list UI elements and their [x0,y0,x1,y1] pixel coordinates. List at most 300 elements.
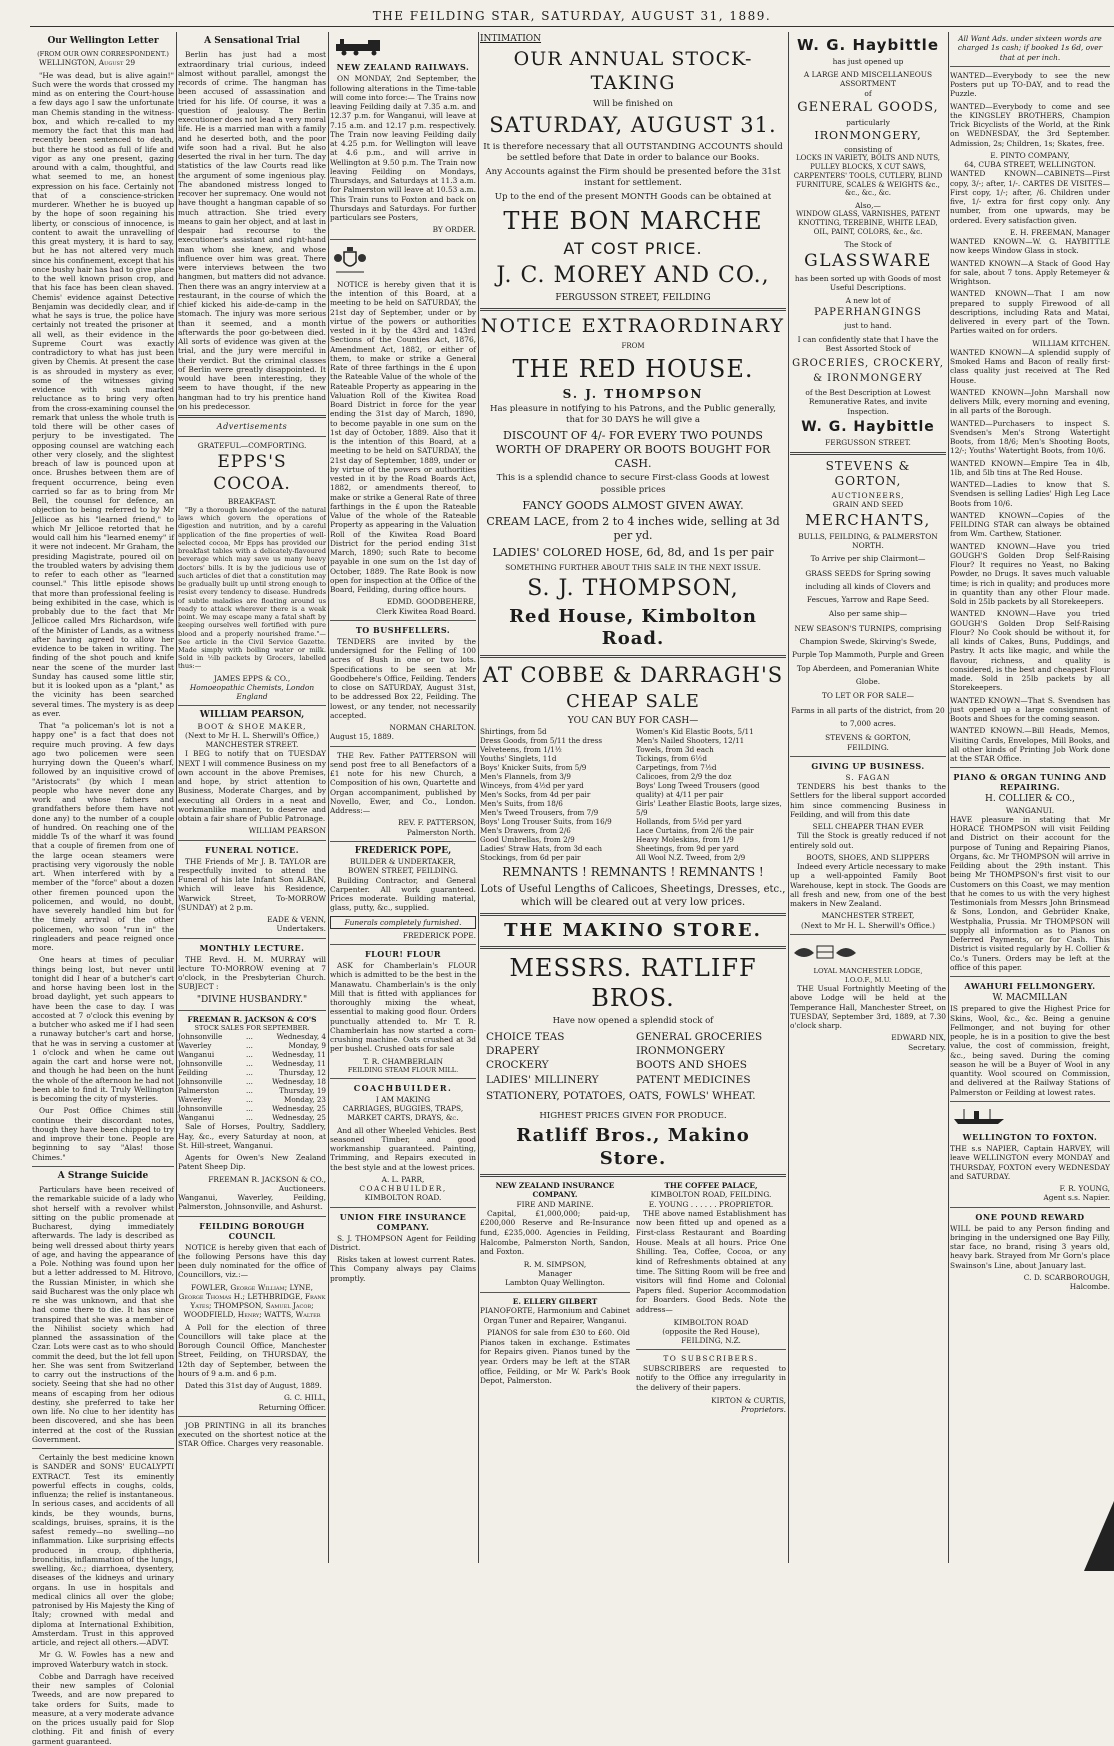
column-rule [788,32,789,1563]
ad-highlight: BOOTS, SHOES, AND SLIPPERS [806,852,930,862]
ad-signature-sub: Palmerston North. [406,827,476,837]
column-4 [480,34,786,1567]
ad-body: JOB PRINTING in all its branches executed on the shortest notice at the STAR Office. Charges very reasonable. [178,1420,326,1449]
ad-signature: R. M. SIMPSON, [523,1259,587,1269]
ad-subtitle: AUCTIONEERS, [831,490,905,500]
schedule-date: Monday, 23 [283,1095,326,1105]
ad-items: LOCKS IN VARIETY, BOLTS AND NUTS, PULLEY BLOCKS, X CUT SAWS, CARPENTERS' TOOLS, CUTLERY, BLIND FURNITURE, SCALES & WEIGHTS &c., &c., &c., &c. [793,154,943,198]
divider [790,452,946,455]
price-item: Men's Socks, from 4d per pair [480,789,591,799]
schedule-place: Johnsonville [178,1104,223,1114]
ad-body: has been sorted up with Goods of most Useful Descriptions. [794,274,942,293]
ad-subtitle: W. MACMILLAN [992,993,1068,1003]
ad-body: THE Rev. Father PATTERSON will send post free to all Benefactors of a £1 note for his new Church, a Composition of his own, Quartette and Organ accompaniment, published by Novello, Ewer, and Co., London. Address:— [330,750,476,815]
ad-tagline: GRATEFUL—COMFORTING. [197,441,307,450]
ad-signature: FREEMAN R. JACKSON & CO., [208,1174,326,1184]
classified-ad: WANTED—Purchasers to inspect S. Svendsen's Men's Strong Watertight Boots, from 18/6; Men's Shooting Boots, 12/-; Youths' Watertight Boots, from 10/6. [950,418,1110,456]
bottom-ads-right [636,1181,786,1414]
divider [950,1207,1110,1208]
article-title: A Sensational Trial [204,36,300,46]
ad-title: LOYAL MANCHESTER LODGE, [813,967,923,976]
ad-body: It is therefore necessary that all OUTSTANDING ACCOUNTS should be settled before that Date in order to balance our Books. [483,141,783,163]
ad-signature-sub: Manager [538,1269,572,1279]
ad-title: GIVING UP BUSINESS. [811,760,925,771]
ad-body: GRASS SEEDS for Spring sowing including all kinds of Clovers and Fescues, Yarrow and Rape Seed. [805,568,931,605]
ad-subtitle: BREAKFAST. [227,496,277,506]
goods-item: DRAPERY [486,1045,540,1058]
ad-title: FEILDING BOROUGH COUNCIL [199,1220,305,1241]
classified-ad: WANTED KNOWN—A Stack of Good Hay for sale, about 7 tons. Apply Retemeyer & Wrightson. [950,258,1110,286]
ad-body: THE Friends of Mr J. B. TAYLOR are respectfully invited to attend the Funeral of his late Infant Son ALBAN, which will leave his Residence, Warwick Street, To-MORROW (SUNDAY) at 2 p.m. [178,856,326,912]
ad-body: Wanganui, Waverley, Feilding, Palmerston, Johnsonville, and Ashurst. [178,1193,326,1212]
ad-signature: KIRTON & CURTIS, [711,1395,786,1405]
goods-item: BOOTS AND SHOES [636,1059,748,1072]
ad-body: Sale of Horses, Poultry, Saddlery, Hay, &c., every Saturday at noon, at St. Hill-street, Wanganui. [178,1122,326,1150]
ad-highlight: REMNANTS ! REMNANTS ! REMNANTS ! [502,864,764,879]
ad-subtitle: BUILDER & UNDERTAKER, [350,857,456,866]
ad-body: PIANOFORTE, Harmonium and Cabinet Organ Tuner and Repairer, Wanganui. [480,1305,630,1325]
price-item: Good Umbrellas, from 2/9 [480,834,575,844]
ad-title: NOTICE EXTRAORDINARY [480,315,786,338]
ad-body: of the Best Description at Lowest Remunerative Rates, and invite Inspection. [805,388,931,416]
bottom-ads [480,1181,786,1414]
classified-ad: WANTED KNOWN—That S. Svendsen has just opened up a large consignment of Boots and Shoes for the coming season. [950,695,1110,723]
ad-title: THE COFFEE PALACE, [664,1181,758,1191]
divider [636,1349,786,1350]
dateline: WELLINGTON, August 29 [39,58,136,68]
schedule-date: Wednesday, 25 [272,1104,326,1114]
ad-body: HAVE pleasure in stating that Mr HORACE THOMPSON will visit Feilding and District on their account for the purpose of Tuning and Repairing Pianos, Organs, &c. Mr THOMPSON will arrive in Feilding about the 29th instant. This being Mr THOMPSON's first visit to our Customers on this Coast, we may mention that he comes to us with the very highest Testimonials from Messrs John Brinsmead & Sons, London, and Gebrüder Knake, Westphalia, Prussia. Mr THOMPSON will supply all information as to Pianos on Deferred Payments, or for Cash. This District is visited regularly by H. Collier & Co.'s Tuners. Orders may be left at the office of this paper. [950,814,1110,972]
ad-body: HIGHEST PRICES GIVEN FOR PRODUCE. [539,1110,727,1121]
column-rule [478,32,479,1563]
ad-body: The Stock of [844,239,892,249]
ad-body: THE Revd. H. M. MURRAY will lecture TO-MORROW evening at 7 o'clock, in the Presbyterian Church. SUBJECT : [178,954,326,992]
divider [790,934,946,935]
masthead: THE FEILDING STAR, SATURDAY, AUGUST 31, 1889. [30,6,1114,27]
ad-body: TENDERS are invited by the undersigned for the Felling of 100 acres of Bush in one or two lots. Specifications to be seen at Mr Goodbehere's Office, Feilding. Tenders to close on SATURDAY, August 31st, to be addressed Box 22, Feilding. The lowest, or any tender, not necessarily accepted. [330,636,476,720]
schedule-place: Johnsonville [178,1059,223,1069]
schedule-date: Monday, 9 [288,1041,326,1051]
article-paragraph: That "a policeman's lot is not a happy one" is a fact that does not require much proving. A few days ago two policemen were seen hurrying down the Queen's wharf, followed by an inquisitive crowd of "Aristocrats" (by which I mean people who have never done any work and whose fathers and grandfathers before them have not done any) to the number of a couple of hundred. On reaching one of the middle Ts of the wharf it was found that a couple of firemen from one of the large ocean steamers were practising very vigorously the noble art. When interfered with by a member of the "force" about a dozen other firemen pounced upon the policemen, and would, no doubt, have severely handled him but for the timely arrival of the other policemen, who soon "run in" the ringleaders and peace reigned once more. [32,721,174,953]
ad-signature-sub: Halcombe. [1069,1282,1110,1291]
ad-signature-sub: FEILDING STEAM FLOUR MILL. [347,1065,459,1074]
divider [330,746,476,747]
ad-body: THE Usual Fortnightly Meeting of the above Lodge will be held at the Temperance Hall, Manchester Street, on TUESDAY, September 3rd, 1889, at 7.30 o'clock sharp. [790,984,946,1030]
ad-signature-sub: KIMBOLTON ROAD. [364,1193,442,1203]
schedule-date: Wednesday, 11 [272,1050,326,1060]
column-1 [32,34,174,1746]
schedule-place: Wanganui [178,1113,215,1123]
divider [178,1416,326,1417]
goods-list [486,1030,780,1087]
ad-signature: FREDERICK POPE. [402,930,476,940]
price-item: Lace Curtains, from 2/6 the pair [636,825,754,835]
schedule-place: Waverley [178,1041,212,1051]
goods-item: CROCKERY [486,1059,549,1072]
divider [330,841,476,842]
schedule-place: Feilding [178,1068,208,1078]
ad-signature: NORMAN CHARLTON. [389,723,476,732]
ad-body: Farms in all parts of the district, from 20 to 7,000 acres. [791,705,945,728]
torn-corner [1084,1501,1114,1571]
ad-title: COACHBUILDER. [353,1082,453,1093]
ad-body: A new lot of [845,295,891,305]
article-paragraph: Cobbe and Darragh have received their new samples of Colonial Tweeds, and are now prepared to take orders for Suits, made to measure, at a very moderate advance on the prices usually paid for Slop clothing. Fit and finish of every garment guaranteed. [32,1671,174,1746]
ad-title: THE MAKINO STORE. [504,919,762,941]
ad-subtitle: GRAIN AND SEED [832,499,904,509]
price-item: Calicoes, from 2/9 the doz [636,771,732,781]
goods-item: STATIONERY, POTATOES, OATS, FOWLS' WHEAT. [486,1089,756,1102]
ad-body: Also,— [855,201,881,210]
ad-signature: BY ORDER. [432,225,476,235]
ad-body: PIANOS for sale from £30 to £60. Old Pianos taken in exchange. Estimates for Repairs given. Pianos tuned by the year. Orders may be left at the STAR office, Feilding, or Mr W. Park's Book Depot, Palmerston. [480,1328,630,1386]
price-item: Sheetings, from 9d per yard [636,843,739,853]
divider [330,239,476,240]
section-heading: Advertisements [216,422,288,431]
ad-subtitle: Have now opened a splendid stock of [552,1016,714,1027]
classified-ad: WANTED KNOWN—A splendid supply of Smoked Hams and Bacon of really first-class quality just received at The Red House. [950,347,1110,385]
classified-ad: WANTED KNOWN—That I am now prepared to supply Firewood of all descriptions, including Rata and Matai, delivered in every part of the Town. Parties waited on for orders. [950,289,1110,336]
ad-signature: JAMES EPPS & CO., [213,673,291,683]
price-item: Tickings, from 6½d [636,753,707,763]
ad-title: W. G. Haybittle [796,36,939,54]
price-item: Boys' Knicker Suits, from 5/9 [480,762,587,772]
ad-title: EPPS'S COCOA. [213,452,291,494]
ad-body: Has pleasure in notifying to his Patrons, and the Public generally, that for 30 DAYS he will give a [490,403,776,425]
ad-body: WILL be paid to any Person finding and bringing in the undersigned one Bay Filly, star face, no brand, rising 3 years old, heavy bark. Strayed from Mr Gorn's place Swainson's Line, about January last. [950,1223,1110,1270]
price-item: Velveteens, from 1/1½ [480,744,562,754]
ad-title: FREEMAN R. JACKSON & CO'S [187,1014,317,1024]
sale-schedule: Johnsonville ... Wednesday, 4 Waverley ... Monday, 9 Wanganui ... Wednesday, 11 Johnsonville ... Wednesday, 11 Feilding ... Thursday, 12 Johnsonville ... Wednesday, 18 Palmerston ... Thursday, 19 Waverley ... Monday, 23 Johnsonville ... Wednesday, 25 Wanganui ... Wednesday, 25 [178,1032,326,1123]
ad-body: Also per same ship— [828,609,908,619]
ad-body: consisting of [844,145,892,154]
divider [480,1174,786,1177]
ad-body: THE s.s NAPIER, Captain HARVEY, will leave WELLINGTON every MONDAY and THURSDAY, FOXTON every WEDNESDAY and SATURDAY. [950,1144,1110,1181]
schedule-date: Thursday, 12 [279,1068,326,1078]
article-title: A Strange Suicide [57,1170,149,1181]
divider [178,415,326,418]
article-paragraph: Our Post Office Chimes still continue their discordant notes, though they have been chipped to try and improve their tone. People are beginning to say "Alas! those Chimes." [32,1106,174,1162]
ad-highlight: GROCERIES, CROCKERY, & IRONMONGERY [792,358,944,384]
coat-of-arms-icon [330,246,370,276]
price-item: Stockings, from 6d per pair [480,852,581,862]
classified-ad: WANTED KNOWN—Have you tried GOUGH'S Golden Drop Self-Raising Flour? It requires no Yeast, no Baking Powder, no Drugs. It saves much valuable time; is rich in quality; and produces more in quantity than any other Flour made. Sold in 25lb packets by all Storekeepers. [950,541,1110,606]
goods-item: CHOICE TEAS [486,1031,565,1044]
ad-body: just to hand. [844,321,892,331]
ad-title: PIANO & ORGAN TUNING AND REPAIRING. [953,772,1107,793]
article-title: Our Wellington Letter [47,36,159,46]
ad-signature: EADE & VENN, [267,915,326,925]
divider [480,655,786,658]
ad-highlight: PAPERHANGINGS [814,306,922,318]
price-item: All Wool N.Z. Tweed, from 2/9 [636,852,746,862]
ad-signature: REV. F. PATTERSON, [397,818,476,828]
price-item: Hollands, from 5½d per yard [636,816,742,826]
schedule-place: Wanganui [178,1050,215,1060]
divider [950,767,1110,768]
ad-signature: E. H. FREEMAN, Manager [1009,227,1110,237]
ad-body: Indeed every Article necessary to make up a well-appointed Family Boot Warehouse, kept in stock. The Goods are all fresh and new, from one of the best makers in New Zealand. [790,862,946,909]
column-2 [178,34,326,1567]
ad-subtitle: S. FAGAN [845,772,891,782]
ad-body: particularly [846,118,890,127]
column-5 [790,34,946,1567]
ad-subtitle: I.O.O.F., M.U. [844,975,892,984]
article-paragraph: Mr G. W. Fowles has a new and improved Waterbury watch in stock. [32,1650,174,1669]
divider [32,1166,174,1167]
schedule-date: Wednesday, 18 [272,1077,326,1087]
ad-title: J. C. MOREY AND CO., [496,263,770,289]
divider [32,1448,174,1449]
ad-subtitle: FROM [621,341,645,350]
column-6 [950,34,1110,1567]
ad-title: ONE POUND REWARD [975,1211,1085,1222]
ad-subtitle: E. YOUNG . . . . . . PROPRIETOR. [648,1199,774,1209]
steamship-icon [950,1108,1010,1126]
schedule-place: Waverley [178,1095,212,1105]
ad-body: A Poll for the election of three Councillors will take place at the Borough Council Office, Manchester Street, Feilding, on THURSDAY, the 12th day of September, between the hours of 9 a.m. and 6 p.m. [178,1322,326,1378]
ad-date: SATURDAY, AUGUST 31. [489,113,777,138]
ad-address: MANCHESTER STREET, [821,911,915,921]
goods-list-left [486,1030,630,1087]
divider [790,756,946,757]
price-item: Carpetings, from 7½d [636,762,717,772]
ad-body: THE above named Establishment has now been fitted up and opened as a First-class Restaurant and Boarding House. Meals at all hours. Price One Shilling. Tea, Coffee, Cocoa, or any kind of Refreshments obtained at any time. The Sitting Room will be free and visitors will find Home and Colonial Papers filed. Superior Accommodation for Boarders. Good Beds. Note the address— [636,1208,786,1315]
divider [950,66,1110,67]
schedule-place: Palmerston [178,1086,220,1096]
ad-title: TO SUBSCRIBERS. [663,1354,759,1364]
column-rule [176,32,177,1563]
classified-ad: WANTED—Everybody to see the new Posters put up TO-DAY, and to read the Puzzle. [950,70,1110,99]
goods-item: PATENT MEDICINES [636,1073,751,1086]
ad-signature: E. PINTO COMPANY, [990,150,1070,160]
ad-signature: T. R. CHAMBERLAIN [363,1056,443,1066]
ad-signature: WILLIAM KITCHEN. [1032,338,1110,348]
classified-ad: WANTED KNOWN—John Marshall now delivers Milk, every morning and evening, in all parts of the Borough. [950,387,1110,416]
article-paragraph: Certainly the best medicine known is SANDER and SONS' EUCALYPTI EXTRACT. Test its eminently powerful effects in coughs, colds, influenza; the relief is instantaneous. In serious cases, and accidents of all kinds, be they wounds, burns, scaldings, bruises, sprains, it is the safest remedy—no swelling—no inflammation. Like surprising effects produced in croup, diphtheria, bronchitis, inflammation of the lungs, swelling, &c.; diarrhoea, dysentery, diseases of the kidneys and urinary organs. In use in hospitals and medical clinics all over the globe; patronised by His Majesty the King of Italy; crowned with medal and diploma at International Exhibition, Amsterdam. Trust in this approved article, and reject all others.—ADVT. [32,1453,174,1648]
price-item: Shirtings, from 5d [480,726,547,736]
ad-items: WINDOW GLASS, VARNISHES, PATENT KNOTTING, TEREBINE, WHITE LEAD, OIL, PAINT, COLORS, &c., &c. [796,210,940,236]
ad-footer: Ratliff Bros., Makino Store. [516,1125,750,1169]
schedule-place: Johnsonville [178,1077,223,1087]
ad-title: OUR ANNUAL STOCK-TAKING [513,48,753,94]
ad-body: NOTICE is hereby given that each of the following Persons have this day been duly nominated for the office of Councillors, viz.:— [178,1242,326,1280]
ad-signature: EDWARD NIX, [891,1033,946,1043]
price-list [480,727,786,862]
divider [480,913,786,916]
ad-body: IS prepared to give the Highest Price for Skins, Wool, &c., &c. Being a genuine Fellmonger, and not buying for other people, he is in a position to give the best value, the cost of commission, freight, &c., being saved. During the coming season he will be a Buyer of Wool in any quantity. Wool scoured on Commission, and delivered at the Railway Stations of Palmerston or Feilding at lowest rates. [950,1004,1110,1097]
ad-body: NEW SEASON'S TURNIPS, comprising Champion Swede, Skirving's Swede, Purple Top Mammoth, Purple and Green Top Aberdeen, and Pomeranian White Globe. [791,623,945,687]
ad-highlight: FANCY GOODS ALMOST GIVEN AWAY. [522,498,744,512]
ad-subtitle: STOCK SALES FOR SEPTEMBER. [194,1024,310,1033]
ad-subtitle: FIRE AND MARINE. [516,1199,594,1209]
ad-body: Lots of Useful Lengths of Calicoes, Sheetings, Dresses, etc., which will be cleared out at very low prices. [480,883,786,908]
schedule-date: Wednesday, 11 [272,1059,326,1069]
divider [330,620,476,621]
price-item: Women's Kid Elastic Boots, 5/11 [636,726,754,736]
nominee-list: FOWLER, George William; LYNE, George Thomas H.; LETHBRIDGE, Frank Yates; THOMPSON, Samuel Jacob; WOODFIELD, Henry; WATTS, Walter [178,1282,326,1320]
price-item: Ladies' Straw Hats, from 3d each [480,843,603,853]
ad-signature: C. D. SCARBOROUGH, [1023,1272,1110,1282]
price-list-right [636,727,786,862]
ad-signature: WILLIAM PEARSON [248,826,326,836]
divider [480,946,786,949]
divider [480,1292,630,1293]
ad-title: THE RED HOUSE. [512,354,754,383]
ad-highlight: SELL CHEAPER THAN EVER [812,822,924,832]
classified-ad: WANTED KNOWN—Have you tried GOUGH'S Golden Drop Self-Raising Flour? No Cook should be without it, for all kinds of Cakes, Buns, Puddings, and Pastry. It acts like magic, and while the flavour, richness, and quality is considered, is the best and cheapest Flour made. Sold in 25lb packets by all Storekeepers. [950,609,1110,693]
ad-subtitle: YOU CAN BUY FOR CASH— [567,715,699,726]
ad-items: CARRIAGES, BUGGIES, TRAPS, MARKET CARTS, DRAYS, &c. [342,1104,464,1123]
divider [950,976,1110,977]
ad-address: FEILDING, N.Z. [681,1336,741,1346]
ad-body: I can confidently state that I have the Best Assorted Stock of [797,334,939,353]
ad-title: AWAHURI FELLMONGERY. [964,981,1096,991]
price-item: Boys' Long Trouser Suits, from 16/9 [480,816,612,826]
classifieds-intro: All Want Ads. under sixteen words are charged 1s cash; if booked 1s 6d, over that at per inch. [957,34,1103,62]
ad-subtitle: BOOT & SHOE MAKER, [197,721,307,731]
ad-title: UNION FIRE INSURANCE COMPANY. [339,1211,467,1232]
ad-body: SUBSCRIBERS are requested to notify to the Office any irregularity in the delivery of their papers. [636,1363,786,1392]
schedule-date: Wednesday, 25 [272,1113,326,1123]
ad-body: To Arrive per ship Clairmont— [810,554,926,564]
ad-title: S. J. THOMPSON, [527,576,739,602]
intimation-label: INTIMATION [480,34,542,44]
column-rule [948,32,949,1563]
ad-address: BULLS, FEILDING, & PALMERSTON NORTH. [798,531,938,550]
ad-body: Till the Stock is greatly reduced if not entirely sold out. [790,831,946,850]
ad-body: TO LET OR FOR SALE— [821,691,915,701]
ad-title: TO BUSHFELLERS. [355,624,451,635]
divider [178,705,326,706]
ad-body: This is a splendid chance to secure First-class Goods at lowest possible prices [496,473,770,495]
classified-ad: WANTED KNOWN—CABINETS—First copy, 3/-; after, 1/-. CARTES DE VISITES—First copy, 1/-; after, /6. Children under five, 1/- extra for first copy only. Any number, from one upwards, may be ordered. Every satisfaction given. [950,169,1110,225]
ad-body: S. J. THOMPSON Agent for Feilding District. [330,1233,476,1252]
ad-signature: STEVENS & GORTON, [825,733,911,743]
ad-signature-sub: COACHBUILDER, [359,1184,447,1194]
classified-ad: WANTED—Everybody to come and see the KINGSLEY BROTHERS, Champion Trick Bicyclists of the World, at the Rink on WEDNESDAY, the 3rd September. Admission, 2s; Children, 1s; Skates, free. [950,101,1110,148]
ad-body: Risks taken at lowest current Rates. This Company always pay Claims promptly. [330,1255,476,1283]
ad-address: (opposite the Red House), [662,1326,760,1336]
ad-address: BOWEN STREET, FEILDING. [348,866,458,876]
ad-title: STEVENS & GORTON, [825,458,911,488]
ad-title: FREDERICK POPE, [354,845,452,856]
price-item: Men's Nailed Shooters, 12/11 [636,735,745,745]
price-item: Youths' Singlets, 11d [480,753,557,763]
article-paragraph: "He was dead, but is alive again!" Such were the words that crossed my mind as on entering the Court-house a few days ago I saw the unfortunate man Chemis standing in the witness-box, and which re-called to my memory the fact that this man had recently been sentenced to death, but there he stood as full of life and vigor as any one present, gazing around with a calm, thoughtful, and what seemed to me, an honest expression on his face. Certainly not that of a conscience-stricken murderer. Whether he is buoyed up by the hope of soon regaining his liberty, or conscious of innocence, is content to await the unravelling of this great mystery, it is hard to say, but he has not altered very much since his confinement, except that his once bushy hair has had to give place to the well known prison crop, and that his face has been clean shaved. Chemis' evidence against Detective Benjamin was decidedly clear, and if what he says is true, the police have certainly not treated the prisoner at all well, as their evidence in the Supreme Court was exactly contradictory to what has just been given by Chemis. At present the case is as shrouded in mystery as ever, some of the witnesses giving evidence with such marked reluctance as to bring very often from the cross-examining counsel the remark that unless the whole truth is told there will be other cases of perjury to be investigated. The opposing counsel are watching each other very closely, and the slightest breach of law is pounced upon at once. Brushes between them are of frequent occurrence, being even carried so far as to bring from Mr Bell, the counsel for defence, an objection to being referred to by Mr Jellicoe as his "learned friend," to which Mr Jellicoe retorted that he would call him his "learned enemy" if it were not indecent. Mr Graham, the presiding Magistrate, poured oil on the troubled waters by advising them to refer to each other as "learned counsel." This little episode shows that more than professional feeling is being exhibited in the case, which is probably due to the fact that Mr Jellicoe called Mrs Richardson, wife of the Minister of Lands, as a witness after having agreed to allow her evidence to be taken in writing. The finding of the shot pouch and knife near the scene of the murder last Sunday has caused some little stir, but it is looked upon as a "plant," as the vicinity has been searched several times. The mystery is as deep as ever. [32,70,174,718]
ad-signature-sub: Clerk Kiwitea Road Board. [376,606,476,616]
ad-highlight: IRONMONGERY, [814,129,922,143]
classified-ad: WANTED KNOWN.—Bill Heads, Memos, Visiting Cards, Envelopes, Mill Books, and all other kinds of Printing Job Work done at the STAR Office. [950,726,1110,763]
divider [178,1010,326,1011]
ad-signature-sub: Lambton Quay Wellington. [505,1278,605,1288]
ad-address: Red House, Kimbolton Road. [509,605,757,650]
schedule-date: Wednesday, 4 [276,1032,326,1042]
ad-subtitle: has just opened up [832,56,904,66]
ad-body: And all other Wheeled Vehicles. Best seasoned Timber, and good workmanship guaranteed. Painting, Trimming, and Repairs executed in the best style and at the lowest prices. [330,1125,476,1172]
ad-body: Up to the end of the present MONTH Goods can be obtained at [494,192,772,203]
ad-title: AT COBBE & DARRAGH'S [482,662,784,687]
ad-body: Agents for Owen's New Zealand Patent Sheep Dip. [178,1153,326,1172]
divider [178,840,326,841]
article-paragraph: One hears at times of peculiar things being lost, but never until tonight did I hear of a butcher's cart and horse having been lost in the broad daylight, yet such appears to have been the case to day. I was accosted at 7 o'clock this evening by a butcher who asked me if I had seen a runaway butcher's cart and horse, that he was in serving a customer at 1 o'clock and when he came out again the cart and horse were not, and though he had been on the hunt the whole of the afternoon he had not been able to find it. Truly Wellington is becoming the city of mysteries. [32,955,174,1104]
ad-address: FERGUSSON STREET, FEILDING [555,292,711,303]
ad-subtitle: I AM MAKING [375,1094,431,1104]
ad-body: Capital, £1,000,000; paid-up, £200,000 Reserve and Re-Insurance fund, £235,000. Agencies in Feilding, Halcombe, Palmerston North, Sandon, and Foxton. [480,1208,630,1257]
ad-highlight: MERCHANTS, [805,511,931,529]
ad-highlight: CREAM LACE, from 2 to 4 inches wide, selling at 3d per yd. [486,515,780,543]
ad-highlight: GENERAL GOODS, [797,99,939,115]
ad-address: WANGANUI. [1005,805,1055,815]
ad-body: ON MONDAY, 2nd September, the following alterations in the Time-table will come into force:— The Trains now leaving Feilding daily at 7.35 a.m. and 12.37 p.m. for Wanganui, will leave at 7.15 a.m. and 12.17 p.m. respectively. The Train now leaving Feilding daily at 4.25 p.m. for Wellington will leave at 4.6 p.m., and will arrive in Wellington at 9.50 p.m. The Train now leaving Feilding on Mondays, Thursdays, and Saturdays at 11.3 a.m. for Palmerston will leave at 10.53 a.m. This Train runs to Foxton and back on Thursdays and Saturdays. For further particulars see Posters, [330,74,476,222]
classified-ad: WANTED KNOWN—W. G. HAYBITTLE now keeps Window Glass in stock. [950,237,1110,256]
bottom-ads-left [480,1181,630,1414]
ad-signature-sub: Agent s.s. Napier. [1043,1193,1110,1203]
schedule-place: Johnsonville [178,1032,223,1042]
ad-title: NEW ZEALAND RAILWAYS. [336,62,470,73]
ad-title: E. ELLERY GILBERT [512,1296,598,1306]
goods-item: IRONMONGERY [636,1045,725,1058]
price-item: Winceys, from 4½d per yard [480,780,584,790]
ad-address: (Next to Mr H. L. Sherwill's Office.) [801,920,935,930]
ad-signature: G. C. HILL, [284,1393,326,1403]
ad-date: August 15, 1889. [330,732,394,742]
price-item: Men's Drawers, from 2/6 [480,825,571,835]
divider [330,1207,476,1208]
ad-signature: EDMD. GOODBEHERE, [386,597,476,607]
ad-address: 64, CUBA STREET, WELLINGTON. [964,160,1096,169]
article-paragraph: Particulars have been received of the remarkable suicide of a lady who shot herself with a revolver whilst sitting on the public promenade at Bucharest, dying immediately afterwards. The lady is described as being well dressed about thirty years of age, and having the appearance of a Pole. Nothing was found upon her but a letter addressed to M. Hitrovo, the Russian Minister, in which she said Bucharest was the only place wh re she was unknown, and that she had come there to die. It has since transpired that she was a member of the Nihilist society which had planned the assassination of the Czar. Lots were cast as to who should commit the deed, but the lot fell upon her. She was sent from Switzerland to carry out the instructions of the society. Seeing that she had no other means of escaping from her odious destiny, she preferred to take her own life. No clue to her identity has been discovered, and she has been interred at the cost of the Russian Government. [32,1185,174,1444]
divider [330,944,476,945]
ad-title: THE BON MARCHE [503,207,763,236]
lodge-emblem-icon [790,941,860,963]
price-item: Men's Suits, from 18/6 [480,798,563,808]
ad-subtitle: H. COLLIER & CO., [985,794,1075,805]
price-item: Boys' Long Tweed Trousers (good quality) at 4/11 per pair [636,780,760,799]
ad-title: FUNERAL NOTICE. [204,844,300,855]
ad-highlight: GLASSWARE [804,250,932,271]
price-item: Dress Goods, from 5/11 the dress [480,735,603,745]
ad-signature-sub: Returning Officer. [258,1402,326,1412]
ad-signature-sub: Undertakers. [276,924,326,934]
ad-box: Funerals completely furnished. [330,916,476,929]
divider [178,1216,326,1217]
price-item: Men's Flannels, from 3/9 [480,771,571,781]
price-item: Men's Tweed Trousers, from 7/9 [480,807,599,817]
ad-title: NEW ZEALAND INSURANCE COMPANY. [495,1181,615,1200]
ad-signature: A. L. PARR, [381,1174,425,1184]
ad-address: (Next to Mr H. L. Sherwill's Office,) [185,730,319,740]
column-rule [328,32,329,1563]
price-item: Towels, from 3d each [636,744,714,754]
article-paragraph: Berlin has just had a most extraordinary trial curious, indeed almost without parallel, amongst the records of crime. The hangman has been accused of assassination and tried for his life. Of course, it was a question of jealousy. The Berlin executioner does not lead a very moral life. He is a married man with a family and he deserted both, and the poor wife soon had a rival. But he also deserted the rival in her turn. The day statistics of the law Courts read like the argument of some ingenious play. The abandoned mistress longed to recover her supremacy. One would not have thought a hangman capable of so much attraction. She tried every means to gain her object, and at last in despair had recourse to the executioner's assistant and right-hand man whom she knew, and whose influence over him was great. There were interviews between the two hangmen, but matters did not advance. Then there was an angry interview at a restaurant, in the course of which the chief kicked his aide-de-camp in the stomach. The injury was more serious than it seemed, and a month afterwards the poor go-between died. All sorts of evidence was given at the trial, and the jury were merciful in their verdict. But the criminal classes of Berlin were greatly disappointed. It would have been interesting, they seem to have thought, if the new hangman had to try his prentice hand on his predecessor. [178,50,326,411]
ad-body: Building Contractor, and General Carpenter. All work guaranteed. Prices moderate. Building material, glass, putty, &c., supplied. [330,875,476,913]
ad-body: Any Accounts against the Firm should be presented before the 31st instant for settlement. [485,166,781,189]
ad-address: FERGUSSON STREET. [825,438,911,448]
divider [178,938,326,939]
schedule-date: Thursday, 19 [279,1086,326,1096]
goods-list-right [636,1030,780,1087]
ad-body: A LARGE AND MISCELLANEOUS ASSORTMENT [803,70,933,89]
ad-subject: "DIVINE HUSBANDRY." [196,994,308,1005]
classified-ad: WANTED KNOWN—Copies of the FEILDING STAR can always be obtained from Wm. Carthew, Stationer. [950,510,1110,539]
ad-address: KIMBOLTON ROAD [673,1317,749,1327]
ad-subtitle: S. J. THOMPSON [562,386,704,401]
divider [178,436,326,437]
goods-item: LADIES' MILLINERY [486,1073,599,1086]
ad-signature: F. R. YOUNG, [1059,1184,1110,1193]
ad-title: WELLINGTON TO FOXTON. [962,1132,1098,1142]
